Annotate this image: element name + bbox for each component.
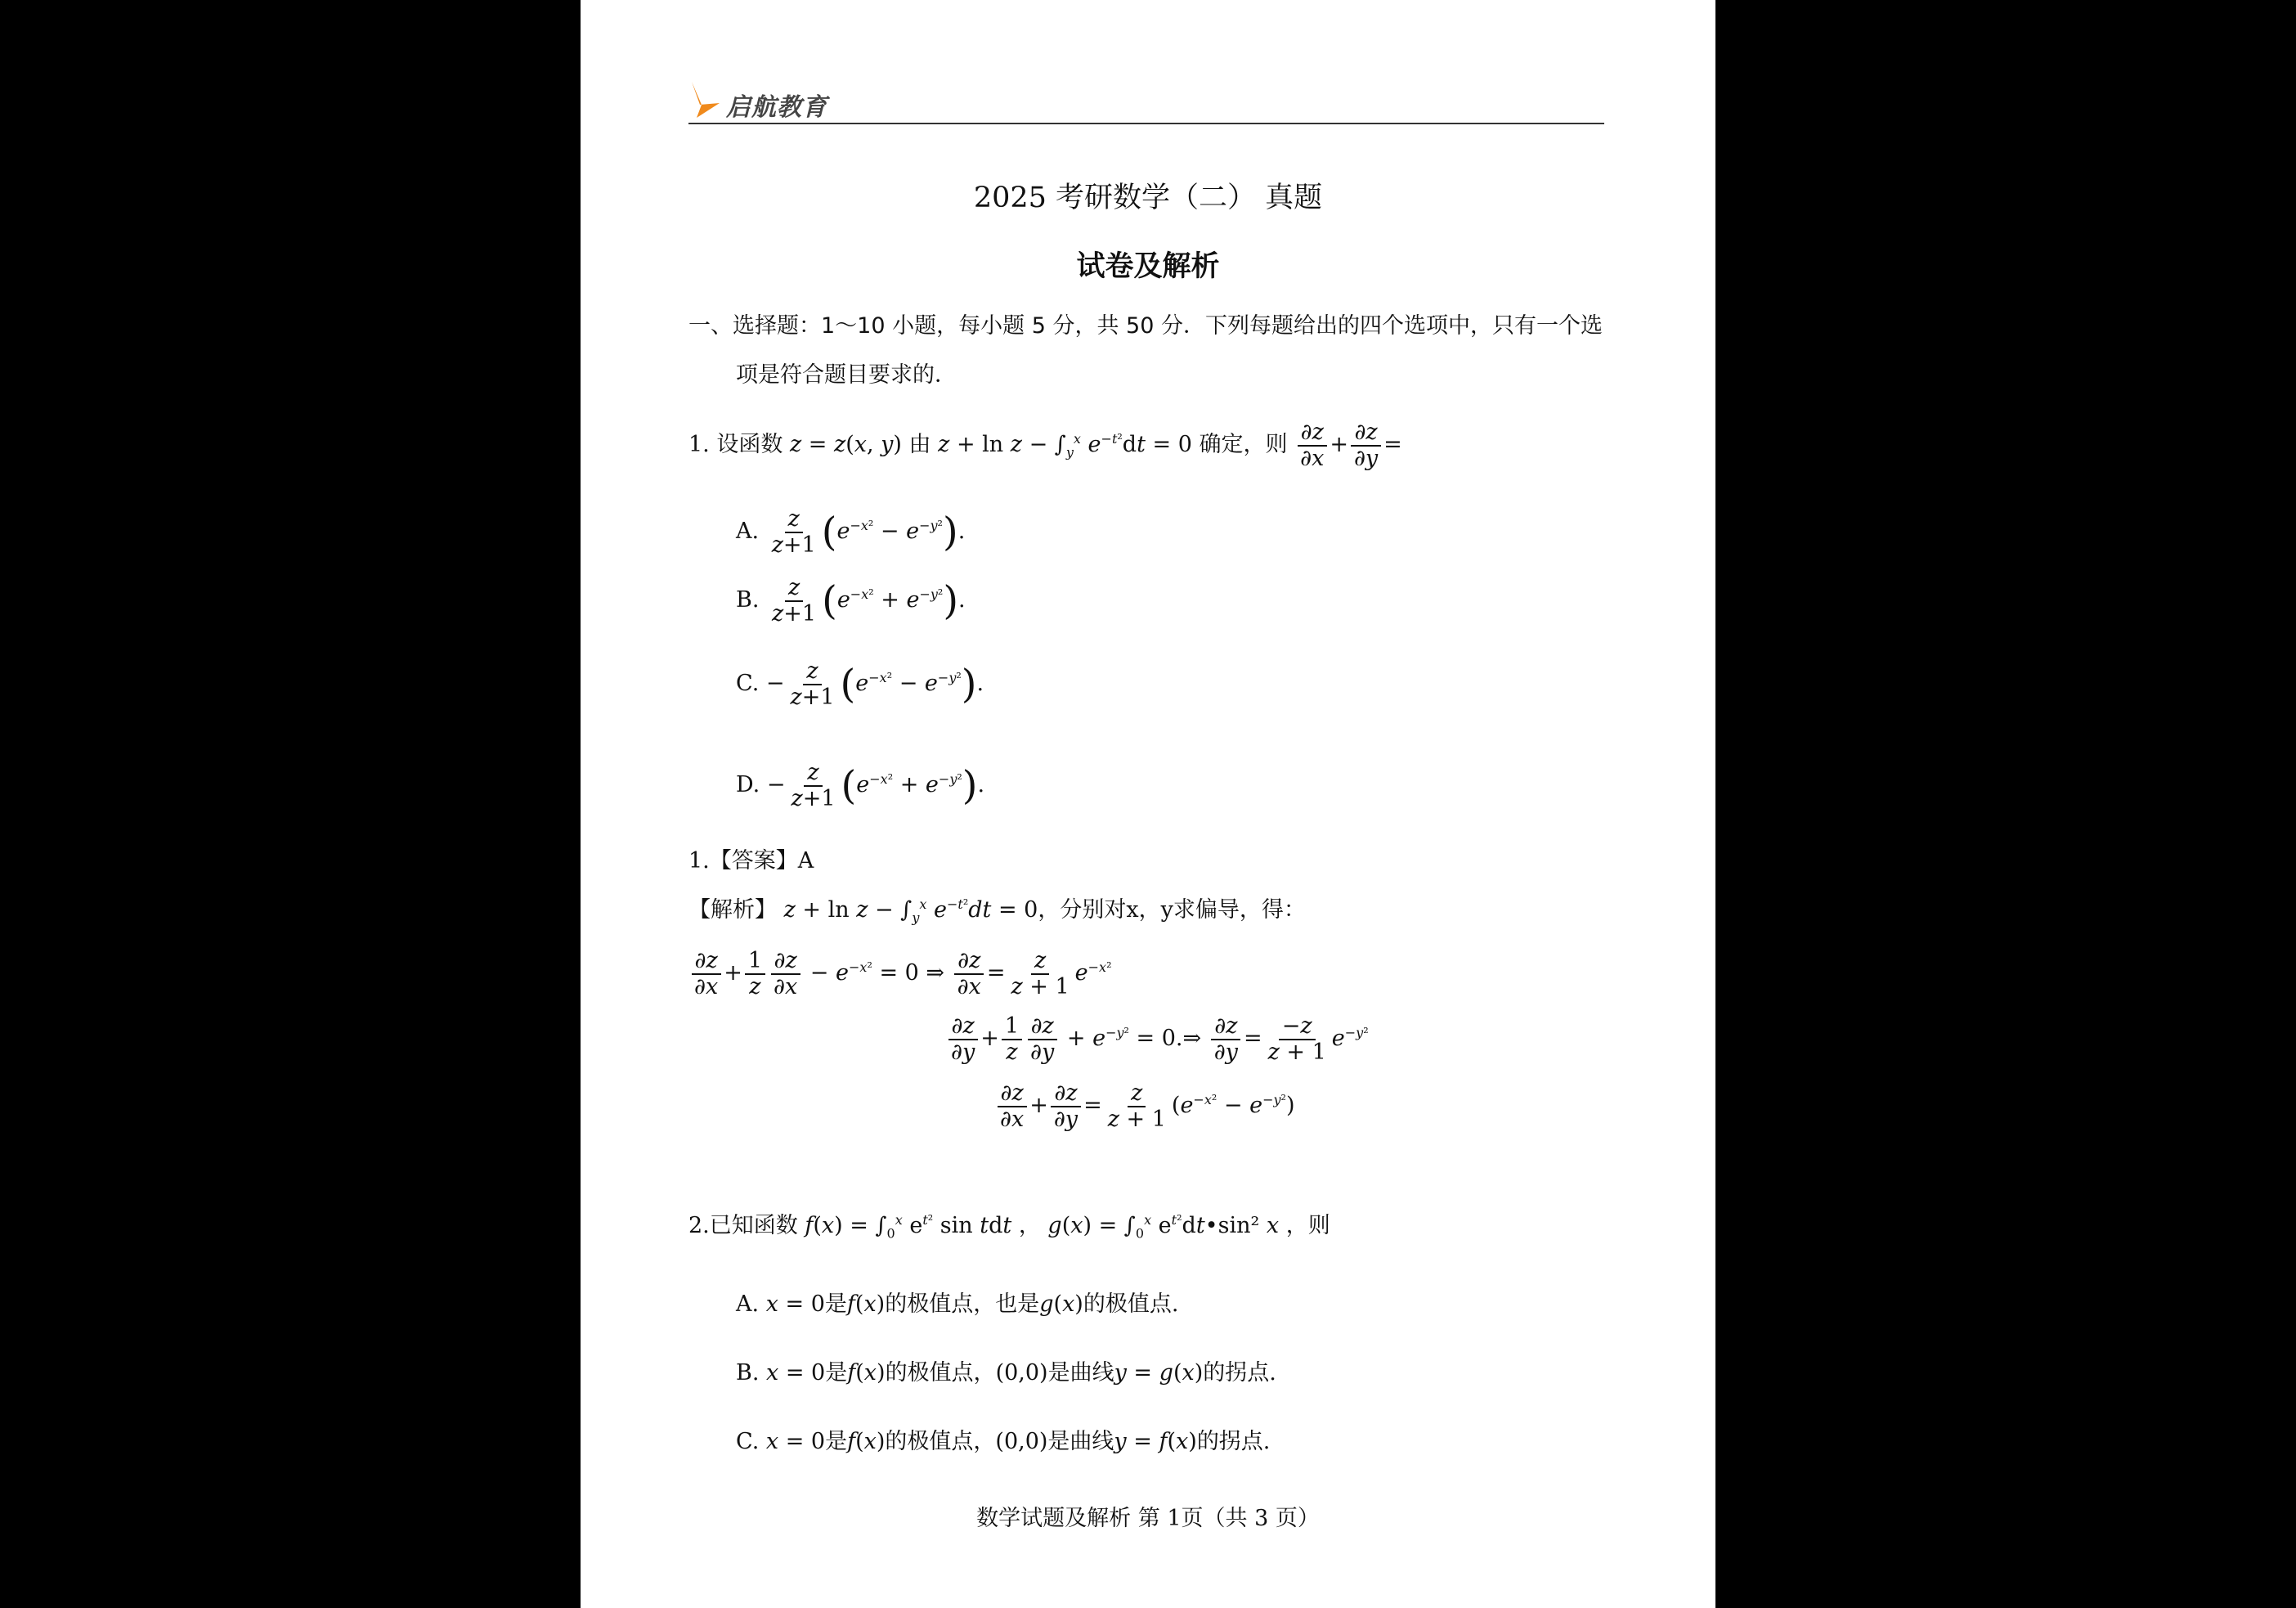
page-title: 2025 考研数学（二） 真题 <box>973 182 1323 214</box>
q2-c-text-1: 是 <box>825 1429 848 1454</box>
q1-option-a-label: A. <box>736 519 760 545</box>
q2-a-text-1: 是 <box>824 1291 847 1317</box>
q1-derivation-line1: $\frac{\partial z}{\partial x}$ + $\frac{1}{z}$ $\frac{\partial z}{\partial x}$ − $e^{-x^2} = 0$ ⇒ $\frac{\partial z}{\partial x}$ = $\frac{z}{z + 1}$ $e^{-x^2}$ <box>688 949 1112 999</box>
q2-option-c-label: C. <box>736 1429 760 1454</box>
q1-analysis-text: ，分别对x，y求偏导，得： <box>1038 897 1306 923</box>
q2-option-c[interactable]: C. x = 0是f(x)的极值点，(0,0)是曲线y = f(x)的拐点. <box>736 1429 1271 1454</box>
q1-derivation-line2: $\frac{\partial z}{\partial y}$ + $\frac{1}{z}$ $\frac{\partial z}{\partial y}$ + $e^{-y^2}$ = 0.⇒ $\frac{\partial z}{\partial y}$ = $\frac{-z}{z + 1}$ $e^{-y^2}$ <box>945 1014 1369 1064</box>
q1-option-d-label: D. <box>736 772 760 798</box>
q1-prefix: 1. 设函数 <box>688 432 783 458</box>
q2-option-a[interactable]: A. x = 0是f(x)的极值点，也是g(x)的极值点. <box>736 1291 1179 1317</box>
q2-option-b-label: B. <box>736 1360 760 1386</box>
q1-answer: 1.【答案】A <box>688 848 814 874</box>
q2-a-text-2: 的极值点，也是 <box>885 1291 1040 1317</box>
document-page <box>581 0 1715 1608</box>
q1-analysis: 【解析】 $z + \ln z - \int_y^x$ $e^{-t^2}dt = 0$，分别对x，y求偏导，得： <box>688 896 1306 926</box>
q1-option-c[interactable]: C. − $\frac{z}{z+1}$ $(e^{-x^2} - e^{-y^2})$. <box>736 658 984 710</box>
q1-text-mid: 由 <box>908 432 931 458</box>
q2-option-b[interactable]: B. x = 0是f(x)的极值点，(0,0)是曲线y = g(x)的拐点. <box>736 1360 1276 1386</box>
q2-c-text-4: 的拐点. <box>1196 1429 1271 1454</box>
q2-b-text-4: 的拐点. <box>1203 1360 1276 1386</box>
header-rule <box>688 123 1604 124</box>
q2-prefix: 2.已知函数 <box>688 1213 798 1238</box>
logo-text: 启航教育 <box>726 93 827 122</box>
page-subtitle: 试卷及解析 <box>1076 250 1220 283</box>
q2-a-text-3: 的极值点. <box>1083 1291 1179 1317</box>
q1-option-b-label: B. <box>736 587 760 613</box>
q2-then: ，则 <box>1285 1213 1330 1238</box>
question-2: 2.已知函数 $f(x) = \int_0^x$ $e^{t^2}$ sin tdt ， $g(x) = \int_0^x$ $e^{t^2}dt•\sin^2$ x ，则 <box>688 1212 1330 1242</box>
q2-b-text-2: 的极值点， <box>885 1360 996 1386</box>
q1-analysis-label: 【解析】 <box>688 897 777 923</box>
q1-option-c-label: C. <box>736 671 760 697</box>
q1-option-a[interactable]: A. $\frac{z}{z+1}$ $(e^{-x^2} - e^{-y^2})$. <box>736 506 966 558</box>
q1-option-d[interactable]: D. − $\frac{z}{z+1}$ $(e^{-x^2} + e^{-y^2})$. <box>736 760 985 811</box>
question-1: 1. 设函数 z = z(x, y) 由 $z + \ln z - \int_y^x$ $e^{-t^2}dt = 0$ 确定，则 $\frac{\partial z}{\partial x}$ + $\frac{\partial z}{\partial y}$ = <box>688 420 1402 471</box>
page-footer: 数学试题及解析 第 1页（共 3 页） <box>976 1506 1320 1531</box>
q1-derivation-line3: $\frac{\partial z}{\partial x}$ + $\frac{\partial z}{\partial y}$ = $\frac{z}{z + 1}$ $(e^{-x^2} - e^{-y^2})$ <box>994 1081 1294 1131</box>
q2-c-text-2: 的极值点， <box>885 1429 996 1454</box>
q1-option-b[interactable]: B. $\frac{z}{z+1}$ $(e^{-x^2} + e^{-y^2})$. <box>736 575 966 627</box>
section-intro-line1: 一、选择题：1～10 小题，每小题 5 分，共 50 分．下列每题给出的四个选项中，只有一个选 <box>688 313 1603 339</box>
q2-c-text-3: 是曲线 <box>1047 1429 1114 1454</box>
section-intro-line2: 项是符合题目要求的． <box>736 362 957 388</box>
q2-option-a-label: A. <box>736 1291 760 1317</box>
q2-b-text-1: 是 <box>825 1360 848 1386</box>
q1-text-after: 确定，则 <box>1199 432 1288 458</box>
logo-icon <box>688 80 721 119</box>
q2-b-text-3: 是曲线 <box>1047 1360 1114 1386</box>
